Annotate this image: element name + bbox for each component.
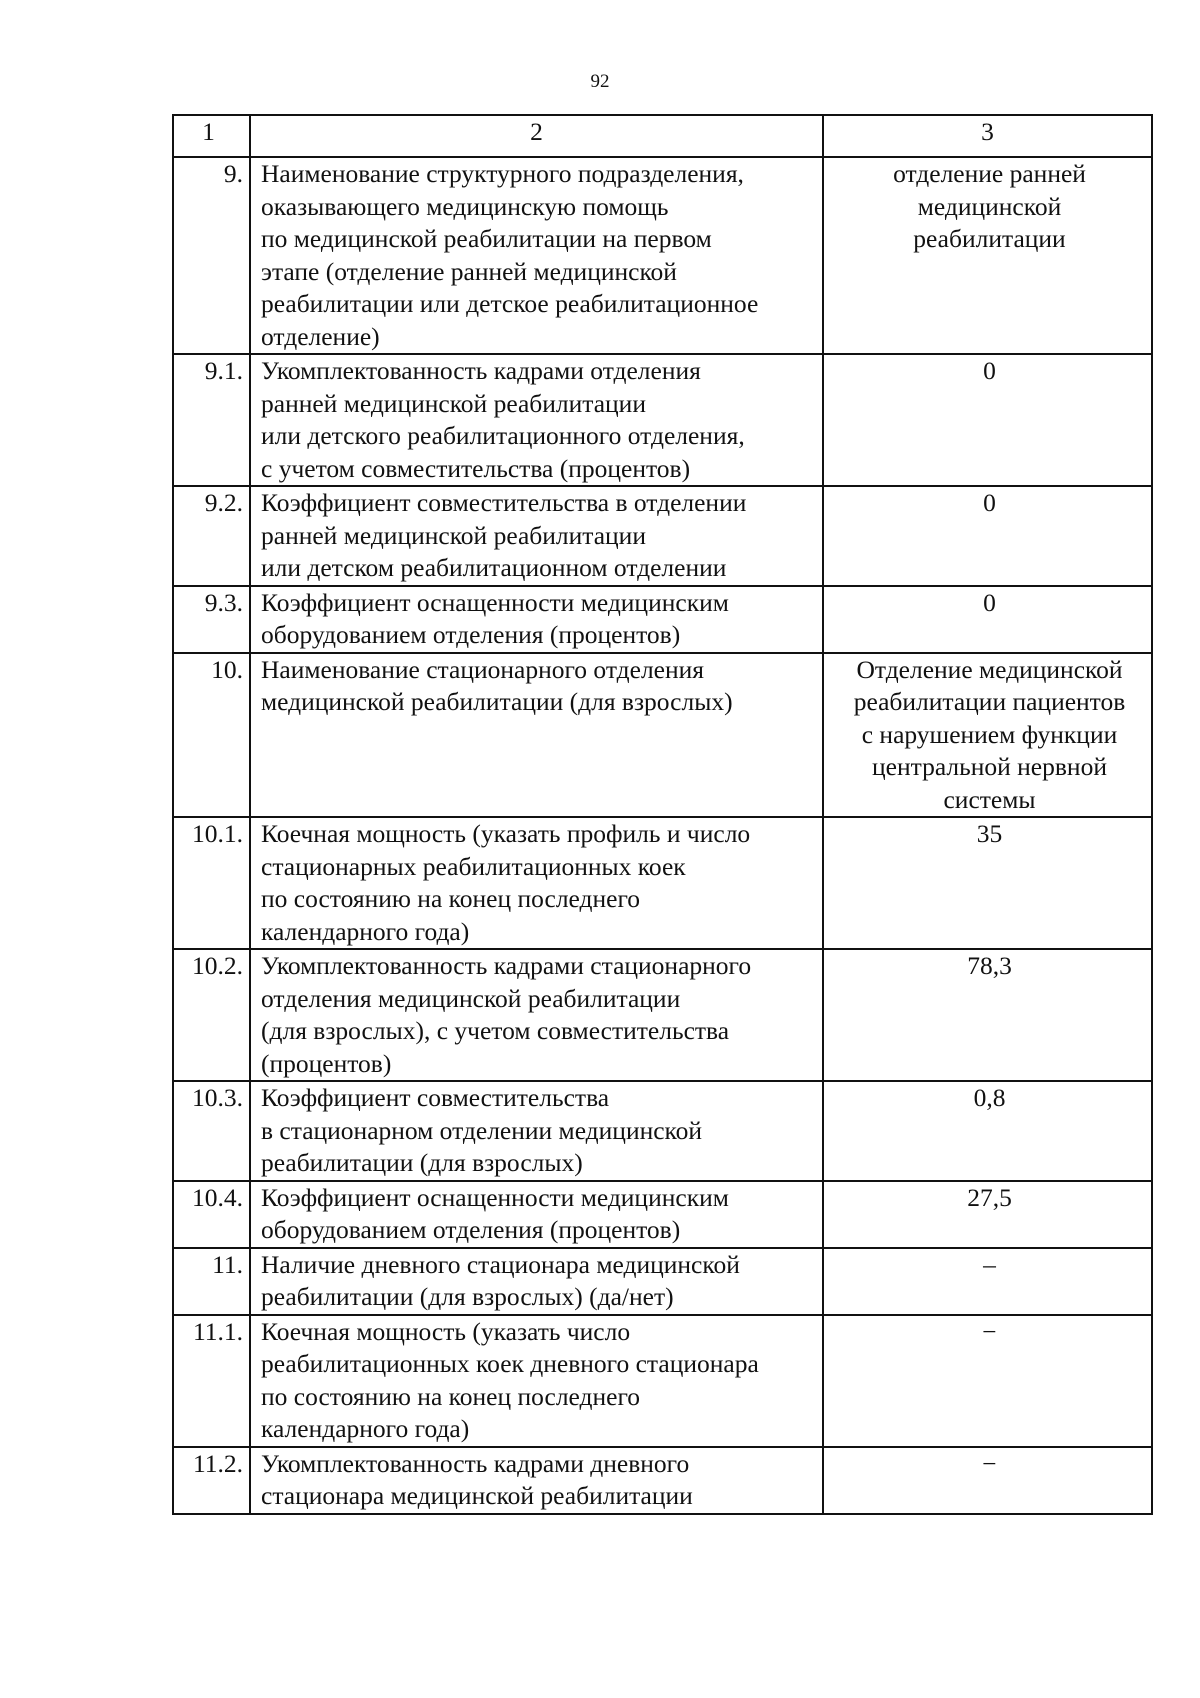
row-number: 9.3. [173, 586, 250, 653]
row-value: – [823, 1248, 1152, 1315]
row-number: 9. [173, 157, 250, 354]
column-number-1: 1 [173, 115, 250, 157]
row-indicator: Наименование структурного подразделения, оказывающего медицинскую помощь по медицинской реабилитации на первом этапе (отделение ранней медицинской реабилитации или детское реабилитационное отделение) [250, 157, 823, 354]
row-indicator: Коэффициент оснащенности медицинским оборудованием отделения (процентов) [250, 586, 823, 653]
table-header-row [173, 115, 1152, 157]
table-row [173, 1248, 1152, 1315]
row-indicator: Коэффициент совместительства в отделении ранней медицинской реабилитации или детском реабилитационном отделении [250, 486, 823, 586]
row-number: 11.1. [173, 1315, 250, 1447]
table-row [173, 157, 1152, 354]
row-indicator: Коэффициент оснащенности медицинским оборудованием отделения (процентов) [250, 1181, 823, 1248]
table-row [173, 949, 1152, 1081]
table-row [173, 354, 1152, 486]
row-indicator: Наличие дневного стационара медицинской реабилитации (для взрослых) (да/нет) [250, 1248, 823, 1315]
row-indicator: Коечная мощность (указать число реабилитационных коек дневного стационара по состоянию на конец последнего календарного года) [250, 1315, 823, 1447]
table-row [173, 486, 1152, 586]
table-row [173, 653, 1152, 818]
table-row [173, 586, 1152, 653]
row-value: 78,3 [823, 949, 1152, 1081]
table-row [173, 1447, 1152, 1514]
row-indicator: Коэффициент совместительства в стационарном отделении медицинской реабилитации (для взрослых) [250, 1081, 823, 1181]
row-indicator: Укомплектованность кадрами дневного стационара медицинской реабилитации [250, 1447, 823, 1514]
column-number-3: 3 [823, 115, 1152, 157]
column-number-2: 2 [250, 115, 823, 157]
row-value: 0 [823, 486, 1152, 586]
row-value: − [823, 1447, 1152, 1514]
row-number: 10.4. [173, 1181, 250, 1248]
row-number: 10.2. [173, 949, 250, 1081]
page-number: 92 [590, 71, 610, 92]
row-number: 11. [173, 1248, 250, 1315]
row-value: 0 [823, 586, 1152, 653]
row-number: 11.2. [173, 1447, 250, 1514]
table-row [173, 1315, 1152, 1447]
row-number: 10.3. [173, 1081, 250, 1181]
row-number: 10.1. [173, 817, 250, 949]
row-value: − [823, 1315, 1152, 1447]
row-number: 9.2. [173, 486, 250, 586]
row-number: 10. [173, 653, 250, 818]
row-indicator: Коечная мощность (указать профиль и число стационарных реабилитационных коек по состоянию на конец последнего календарного года) [250, 817, 823, 949]
table-row [173, 1081, 1152, 1181]
row-value: 35 [823, 817, 1152, 949]
row-number: 9.1. [173, 354, 250, 486]
row-indicator: Укомплектованность кадрами стационарного отделения медицинской реабилитации (для взрослых), с учетом совместительства (процентов) [250, 949, 823, 1081]
row-value: 0,8 [823, 1081, 1152, 1181]
table-row [173, 817, 1152, 949]
row-value: Отделение медицинской реабилитации пациентов с нарушением функции центральной нервной системы [823, 653, 1152, 818]
row-indicator: Укомплектованность кадрами отделения ранней медицинской реабилитации или детского реабилитационного отделения, с учетом совместительства (процентов) [250, 354, 823, 486]
table-row [173, 1181, 1152, 1248]
row-value: 27,5 [823, 1181, 1152, 1248]
report-table [172, 114, 1153, 1515]
row-value: 0 [823, 354, 1152, 486]
row-value: отделение ранней медицинской реабилитации [823, 157, 1152, 354]
row-indicator: Наименование стационарного отделения медицинской реабилитации (для взрослых) [250, 653, 823, 818]
